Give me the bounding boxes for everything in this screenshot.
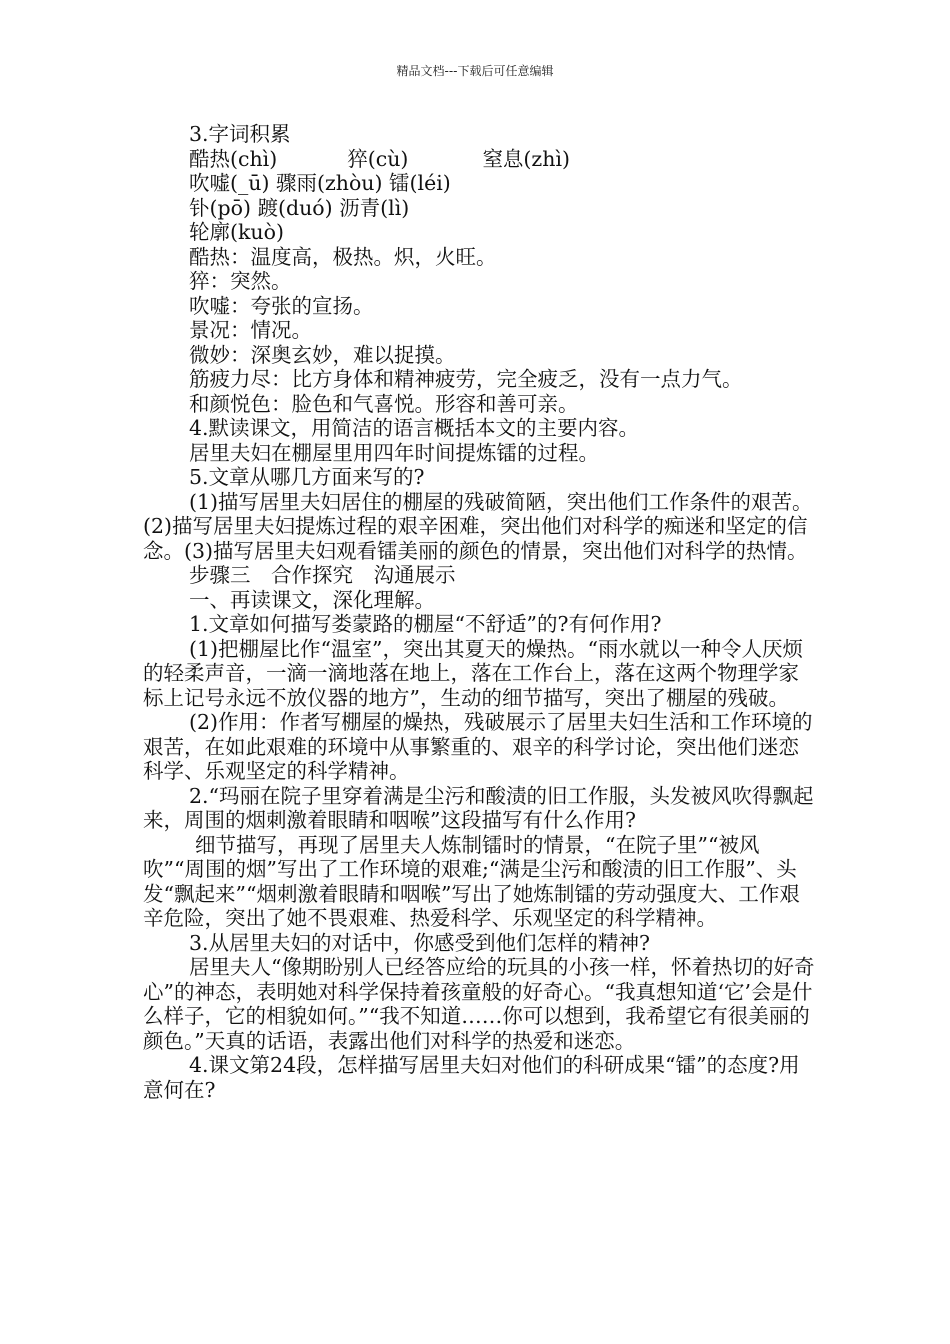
pinyin-row-4: 轮廓(kuò)	[189, 220, 284, 244]
pinyin-item: 猝(cù)	[347, 146, 409, 171]
definition-line: 筋疲力尽：比方身体和精神疲劳，完全疲乏，没有一点力气。	[189, 367, 743, 391]
definition-line: 猝：突然。	[189, 269, 292, 293]
document-body	[143, 122, 815, 1102]
question-5: 5.文章从哪几方面来写的?	[189, 465, 425, 489]
pinyin-row-2: 吹嘘(_ū) 骤雨(zhòu) 镭(léi)	[189, 171, 451, 195]
definition-line: 景况：情况。	[189, 318, 312, 342]
question-4b: 4.课文第24段，怎样描写居里夫妇对他们的科研成果“镭”的态度?用意何在?	[143, 1053, 800, 1102]
definition-line: 吹嘘：夸张的宣扬。	[189, 293, 374, 318]
question-1: 1.文章如何描写娄蒙路的棚屋“不舒适”的?有何作用?	[189, 612, 662, 636]
pinyin-row-3: 钋(pō) 踱(duó) 沥青(lì)	[189, 195, 410, 220]
answer-1-part-1: (1)把棚屋比作“温室”，突出其夏天的燥热。“雨水就以一种令人厌烦的轻柔声音，一滴一滴地落在地上，落在工作台上，落在这两个物理学家标上记号永远不放仪器的地方”，生动的细节描写，突出了棚屋的残破。	[143, 636, 803, 710]
answer-1-part-2: (2)作用：作者写棚屋的燥热，残破展示了居里夫妇生活和工作环境的艰苦，在如此艰难的环境中从事繁重的、艰辛的科学讨论，突出他们迷恋科学、乐观坚定的科学精神。	[143, 710, 813, 783]
question-2: 2.“玛丽在院子里穿着满是尘污和酸渍的旧工作服，头发被风吹得飘起来，周围的烟刺激着眼睛和咽喉”这段描写有什么作用?	[143, 783, 814, 832]
definition-line: 和颜悦色：脸色和气喜悦。形容和善可亲。	[189, 391, 579, 416]
page-header: 精品文档---下载后可任意编辑	[396, 64, 554, 78]
question-3: 3.从居里夫妇的对话中，你感受到他们怎样的精神?	[189, 930, 651, 955]
sub-heading: 一、再读课文，深化理解。	[189, 587, 435, 612]
step-heading: 步骤三 合作探究 沟通展示	[189, 563, 456, 587]
definition-line: 微妙：深奥玄妙，难以捉摸。	[189, 342, 456, 367]
section-heading-vocab: 3.字词积累	[189, 122, 291, 146]
pinyin-item: 酷热(chì)	[189, 146, 278, 171]
answer-3: 居里夫人“像期盼别人已经答应给的玩具的小孩一样，怀着热切的好奇心”的神态，表明她对科学保持着孩童般的好奇心。“我真想知道‘它’会是什么样子，它的相貌如何。”“我不知道……你可以想到，我希望它有很美丽的颜色。”天真的话语，表露出他们对科学的热爱和迷恋。	[143, 955, 815, 1053]
answer-5: (1)描写居里夫妇居住的棚屋的残破简陋，突出他们工作条件的艰苦。(2)描写居里夫妇提炼过程的艰辛困难，突出他们对科学的痴迷和坚定的信念。(3)描写居里夫妇观看镭美丽的颜色的情景，突出他们对科学的热情。	[143, 489, 813, 563]
pinyin-row-1	[143, 147, 815, 172]
pinyin-item: 窒息(zhì)	[482, 146, 570, 171]
definition-line: 酷热：温度高，极热。炽，火旺。	[189, 244, 497, 269]
answer-2: 细节描写，再现了居里夫人炼制镭时的情景，“在院子里”“被风吹”“周围的烟”写出了工作环境的艰难;“满是尘污和酸渍的旧工作服”、头发“飘起来”“烟刺激着眼睛和咽喉”写出了她炼制镭的劳动强度大、工作艰辛危险，突出了她不畏艰难、热爱科学、乐观坚定的科学精神。	[143, 832, 800, 930]
question-4: 4.默读课文，用简洁的语言概括本文的主要内容。	[189, 416, 640, 440]
answer-4: 居里夫妇在棚屋里用四年时间提炼镭的过程。	[189, 440, 599, 465]
